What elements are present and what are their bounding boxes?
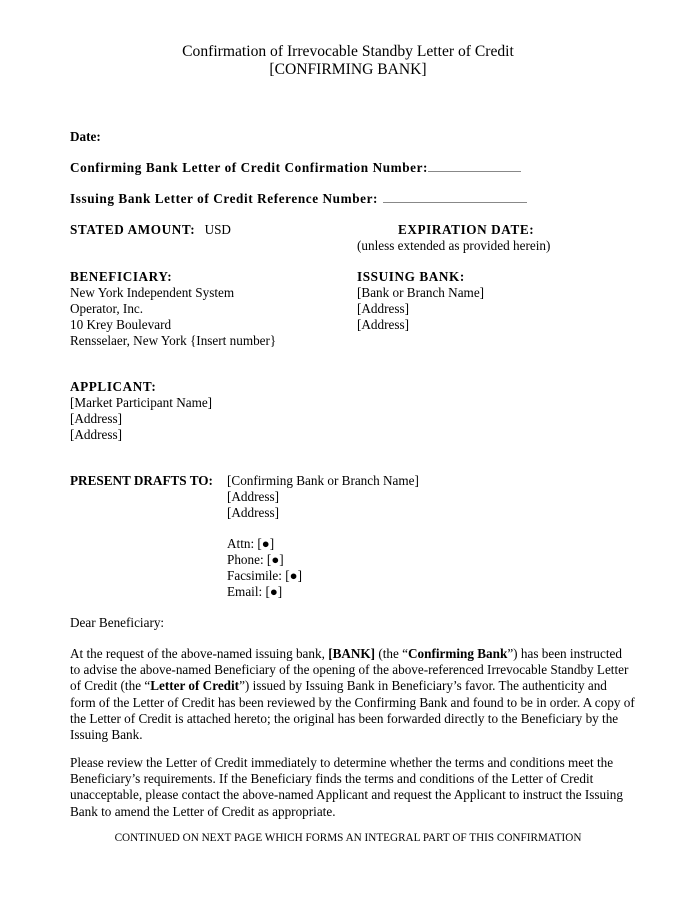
applicant-line-3: [Address] xyxy=(70,427,123,442)
contact-attn: Attn: [●] xyxy=(227,536,275,551)
present-drafts-label: PRESENT DRAFTS TO: xyxy=(70,473,213,488)
beneficiary-label: BENEFICIARY: xyxy=(70,269,173,284)
date-label: Date: xyxy=(70,129,101,144)
issuing-bank-line-2: [Address] xyxy=(357,301,410,316)
issuing-bank-label: ISSUING BANK: xyxy=(357,269,465,284)
paragraph-1-part-3: ”) has been instructed to advise the above-named Beneficiary of the opening of the above-referenced Irrevocable Standby Letter of Credit (the “ xyxy=(70,646,629,694)
paragraph-1-bank: [BANK] xyxy=(328,646,376,661)
contact-facsimile: Facsimile: [●] xyxy=(227,568,302,583)
document-title: Confirmation of Irrevocable Standby Letter of Credit xyxy=(182,43,514,60)
stated-amount-row xyxy=(70,222,231,238)
issuing-bank-line-1: [Bank or Branch Name] xyxy=(357,285,485,300)
applicant-label: APPLICANT: xyxy=(70,379,157,394)
beneficiary-line-2: Operator, Inc. xyxy=(70,301,144,316)
continued-footer: CONTINUED ON NEXT PAGE WHICH FORMS AN INTEGRAL PART OF THIS CONFIRMATION xyxy=(114,832,582,844)
issuing-bank-line-3: [Address] xyxy=(357,317,410,332)
beneficiary-line-1: New York Independent System xyxy=(70,285,235,300)
confirmation-number-blank xyxy=(428,160,521,172)
present-drafts-line-2: [Address] xyxy=(227,489,280,504)
applicant-line-1: [Market Participant Name] xyxy=(70,395,213,410)
paragraph-1-part-4: ”) issued by Issuing Bank in Beneficiary’s favor. The authenticity and form of the Letter of Credit has been reviewed by the Confirming Bank and found to be in order. A copy of the Letter of Credit is attached hereto; the original has been forwarded directly to the Beneficiary by the Issuing Bank. xyxy=(70,678,635,743)
applicant-line-2: [Address] xyxy=(70,411,123,426)
confirmation-number-row xyxy=(70,160,521,176)
paragraph-1-letter-of-credit: Letter of Credit xyxy=(150,678,240,694)
expiration-note: (unless extended as provided herein) xyxy=(357,238,551,253)
contact-email: Email: [●] xyxy=(227,584,283,599)
stated-amount-currency: USD xyxy=(204,222,231,237)
beneficiary-line-4: Rensselaer, New York {Insert number} xyxy=(70,333,277,348)
salutation: Dear Beneficiary: xyxy=(70,615,165,630)
present-drafts-line-1: [Confirming Bank or Branch Name] xyxy=(227,473,419,488)
reference-number-blank xyxy=(383,191,527,203)
paragraph-1-part-1: At the request of the above-named issuing bank, xyxy=(70,646,329,661)
stated-amount-label: STATED AMOUNT: xyxy=(70,222,196,237)
document-subtitle: [CONFIRMING BANK] xyxy=(269,61,427,78)
paragraph-1 xyxy=(70,646,635,743)
paragraph-1-confirming-bank: Confirming Bank xyxy=(408,646,508,661)
beneficiary-line-3: 10 Krey Boulevard xyxy=(70,317,172,332)
contact-phone: Phone: [●] xyxy=(227,552,284,567)
present-drafts-line-3: [Address] xyxy=(227,505,280,520)
confirmation-number-label: Confirming Bank Letter of Credit Confirmation Number: xyxy=(70,160,429,175)
reference-number-label: Issuing Bank Letter of Credit Reference Number: xyxy=(70,191,379,206)
paragraph-2: Please review the Letter of Credit immediately to determine whether the terms and conditions meet the Beneficiary’s requirements. If the Beneficiary finds the terms and conditions of the Letter of Credit unacceptable, please contact the above-named Applicant and request the Applicant to instruct the Issuing Bank to amend the Letter of Credit as appropriate. xyxy=(70,755,623,819)
reference-number-row xyxy=(70,191,527,207)
expiration-date-label: EXPIRATION DATE: xyxy=(398,222,535,237)
paragraph-1-part-2: (the “ xyxy=(375,646,409,661)
